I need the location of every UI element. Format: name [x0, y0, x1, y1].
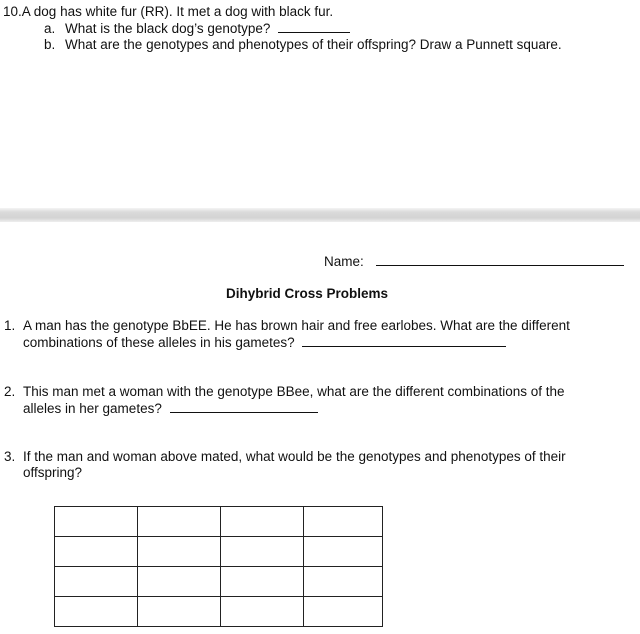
name-label: Name: — [324, 254, 364, 269]
punnett-cell[interactable] — [304, 537, 383, 567]
punnett-row — [55, 597, 383, 627]
question-1-number: 1. — [4, 318, 16, 333]
question-10a-answer-blank[interactable] — [278, 20, 350, 33]
punnett-cell[interactable] — [55, 507, 138, 537]
punnett-cell[interactable] — [55, 537, 138, 567]
question-10b-text: What are the genotypes and phenotypes of their offspring? Draw a Punnett square. — [65, 37, 562, 52]
question-3-line-2: offspring? — [23, 465, 83, 480]
question-3-number: 3. — [4, 449, 16, 464]
punnett-cell[interactable] — [304, 597, 383, 627]
question-10-text: A dog has white fur (RR). It met a dog with black fur. — [21, 4, 334, 19]
punnett-square — [54, 506, 383, 627]
punnett-cell[interactable] — [138, 597, 221, 627]
question-2-answer-blank[interactable] — [170, 400, 318, 413]
punnett-cell[interactable] — [138, 567, 221, 597]
question-2-line-2 — [23, 400, 318, 417]
punnett-row — [55, 537, 383, 567]
punnett-cell[interactable] — [221, 537, 304, 567]
punnett-row — [55, 567, 383, 597]
punnett-cell[interactable] — [304, 507, 383, 537]
question-10b-marker: b. — [44, 37, 56, 52]
question-10 — [3, 4, 333, 20]
punnett-cell[interactable] — [138, 537, 221, 567]
punnett-cell[interactable] — [138, 507, 221, 537]
question-1-line-2 — [23, 334, 506, 351]
question-10b — [44, 37, 562, 53]
question-10a-text: What is the black dog’s genotype? — [65, 21, 271, 36]
question-1-answer-blank[interactable] — [302, 334, 506, 347]
punnett-row — [55, 507, 383, 537]
question-10-number: 10. — [3, 4, 22, 19]
question-2-number: 2. — [4, 384, 16, 399]
name-answer-blank[interactable] — [376, 253, 624, 266]
question-1-line-2-text: combinations of these alleles in his gametes? — [23, 335, 295, 350]
worksheet-title: Dihybrid Cross Problems — [226, 286, 389, 301]
question-2-line-2-text: alleles in her gametes? — [23, 401, 162, 416]
punnett-cell[interactable] — [221, 597, 304, 627]
question-10a — [44, 20, 350, 37]
question-10a-marker: a. — [44, 21, 56, 36]
name-field — [324, 253, 624, 270]
punnett-cell[interactable] — [55, 597, 138, 627]
punnett-cell[interactable] — [304, 567, 383, 597]
punnett-cell[interactable] — [221, 507, 304, 537]
question-1-line-1: A man has the genotype BbEE. He has brown hair and free earlobes. What are the different — [23, 318, 570, 333]
page-divider — [0, 208, 640, 222]
question-2-line-1: This man met a woman with the genotype BBee, what are the different combinations of the — [23, 384, 565, 399]
punnett-cell[interactable] — [221, 567, 304, 597]
question-3-line-1: If the man and woman above mated, what would be the genotypes and phenotypes of their — [23, 449, 566, 464]
punnett-cell[interactable] — [55, 567, 138, 597]
